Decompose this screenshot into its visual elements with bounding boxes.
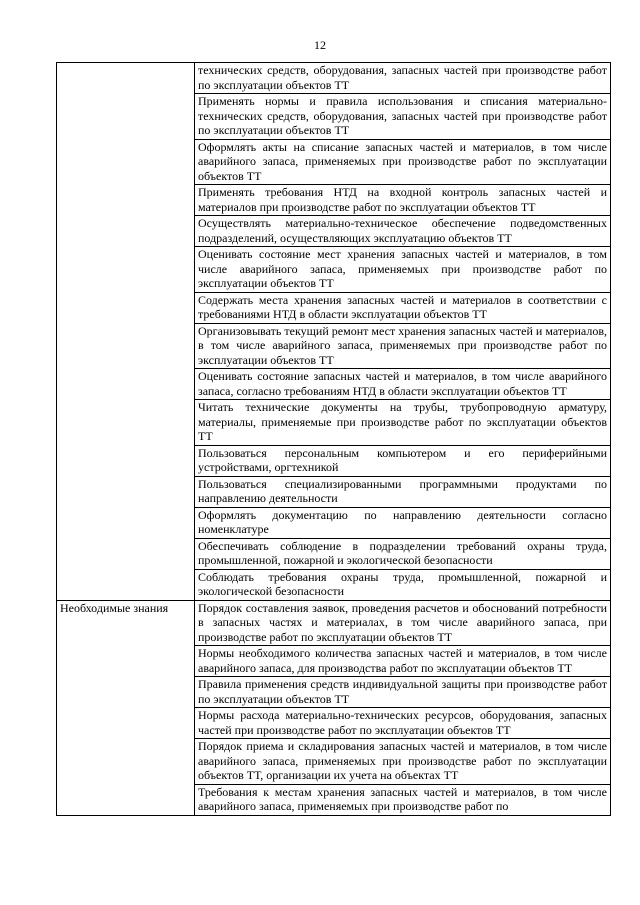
requirement-cell: Нормы расхода материально-технических ресурсов, оборудования, запасных частей при производстве работ по эксплуатации объектов ТТ bbox=[195, 708, 611, 739]
requirement-cell: технических средств, оборудования, запасных частей при производстве работ по эксплуатации объектов ТТ bbox=[195, 63, 611, 94]
requirement-cell: Пользоваться специализированными программными продуктами по направлению деятельности bbox=[195, 476, 611, 507]
requirement-cell: Требования к местам хранения запасных частей и материалов, в том числе аварийного запаса, применяемых при производстве работ по bbox=[195, 784, 611, 815]
requirement-cell: Пользоваться персональным компьютером и его периферийными устройствами, оргтехникой bbox=[195, 445, 611, 476]
requirement-cell: Порядок приема и складирования запасных частей и материалов, в том числе аварийного запаса, применяемых при производстве работ по эксплуатации объектов ТТ, организации их учета на объектах ТТ bbox=[195, 739, 611, 785]
table-row bbox=[57, 63, 611, 94]
page-number: 12 bbox=[314, 38, 326, 52]
requirement-cell: Применять требования НТД на входной контроль запасных частей и материалов при производстве работ по эксплуатации объектов ТТ bbox=[195, 185, 611, 216]
requirement-cell: Нормы необходимого количества запасных частей и материалов, в том числе аварийного запаса, для производства работ по эксплуатации объектов ТТ bbox=[195, 646, 611, 677]
requirement-cell: Порядок составления заявок, проведения расчетов и обоснований потребности в запасных частях и материалах, в том числе аварийного запаса, при производстве работ по эксплуатации объектов ТТ bbox=[195, 600, 611, 646]
section-label bbox=[57, 63, 195, 601]
requirement-cell: Соблюдать требования охраны труда, промышленной, пожарной и экологической безопасности bbox=[195, 569, 611, 600]
requirement-cell: Оценивать состояние мест хранения запасных частей и материалов, в том числе аварийного запаса, применяемых при производстве работ по эксплуатации объектов ТТ bbox=[195, 247, 611, 293]
requirement-cell: Читать технические документы на трубы, трубопроводную арматуру, материалы, применяемые при производстве работ по эксплуатации объектов ТТ bbox=[195, 400, 611, 446]
requirement-cell: Осуществлять материально-техническое обеспечение подведомственных подразделений, осуществляющих эксплуатацию объектов ТТ bbox=[195, 216, 611, 247]
table-body bbox=[57, 63, 611, 816]
requirement-cell: Оформлять документацию по направлению деятельности согласно номенклатуре bbox=[195, 507, 611, 538]
requirement-cell: Оценивать состояние запасных частей и материалов, в том числе аварийного запаса, согласно требованиям НТД в области эксплуатации объектов ТТ bbox=[195, 369, 611, 400]
requirement-cell: Организовывать текущий ремонт мест хранения запасных частей и материалов, в том числе аварийного запаса, применяемых при производстве работ по эксплуатации объектов ТТ bbox=[195, 323, 611, 369]
requirement-cell: Оформлять акты на списание запасных частей и материалов, в том числе аварийного запаса, применяемых при производстве работ по эксплуатации объектов ТТ bbox=[195, 139, 611, 185]
requirement-cell: Правила применения средств индивидуальной защиты при производстве работ по эксплуатации объектов ТТ bbox=[195, 677, 611, 708]
requirement-cell: Применять нормы и правила использования и списания материально-технических средств, оборудования, запасных частей при производстве работ по эксплуатации объектов ТТ bbox=[195, 94, 611, 140]
section-label: Необходимые знания bbox=[57, 600, 195, 815]
requirement-cell: Обеспечивать соблюдение в подразделении требований охраны труда, промышленной, пожарной и экологической безопасности bbox=[195, 538, 611, 569]
requirements-table bbox=[56, 62, 611, 816]
table-row bbox=[57, 600, 611, 646]
requirement-cell: Содержать места хранения запасных частей и материалов в соответствии с требованиями НТД в области эксплуатации объектов ТТ bbox=[195, 292, 611, 323]
